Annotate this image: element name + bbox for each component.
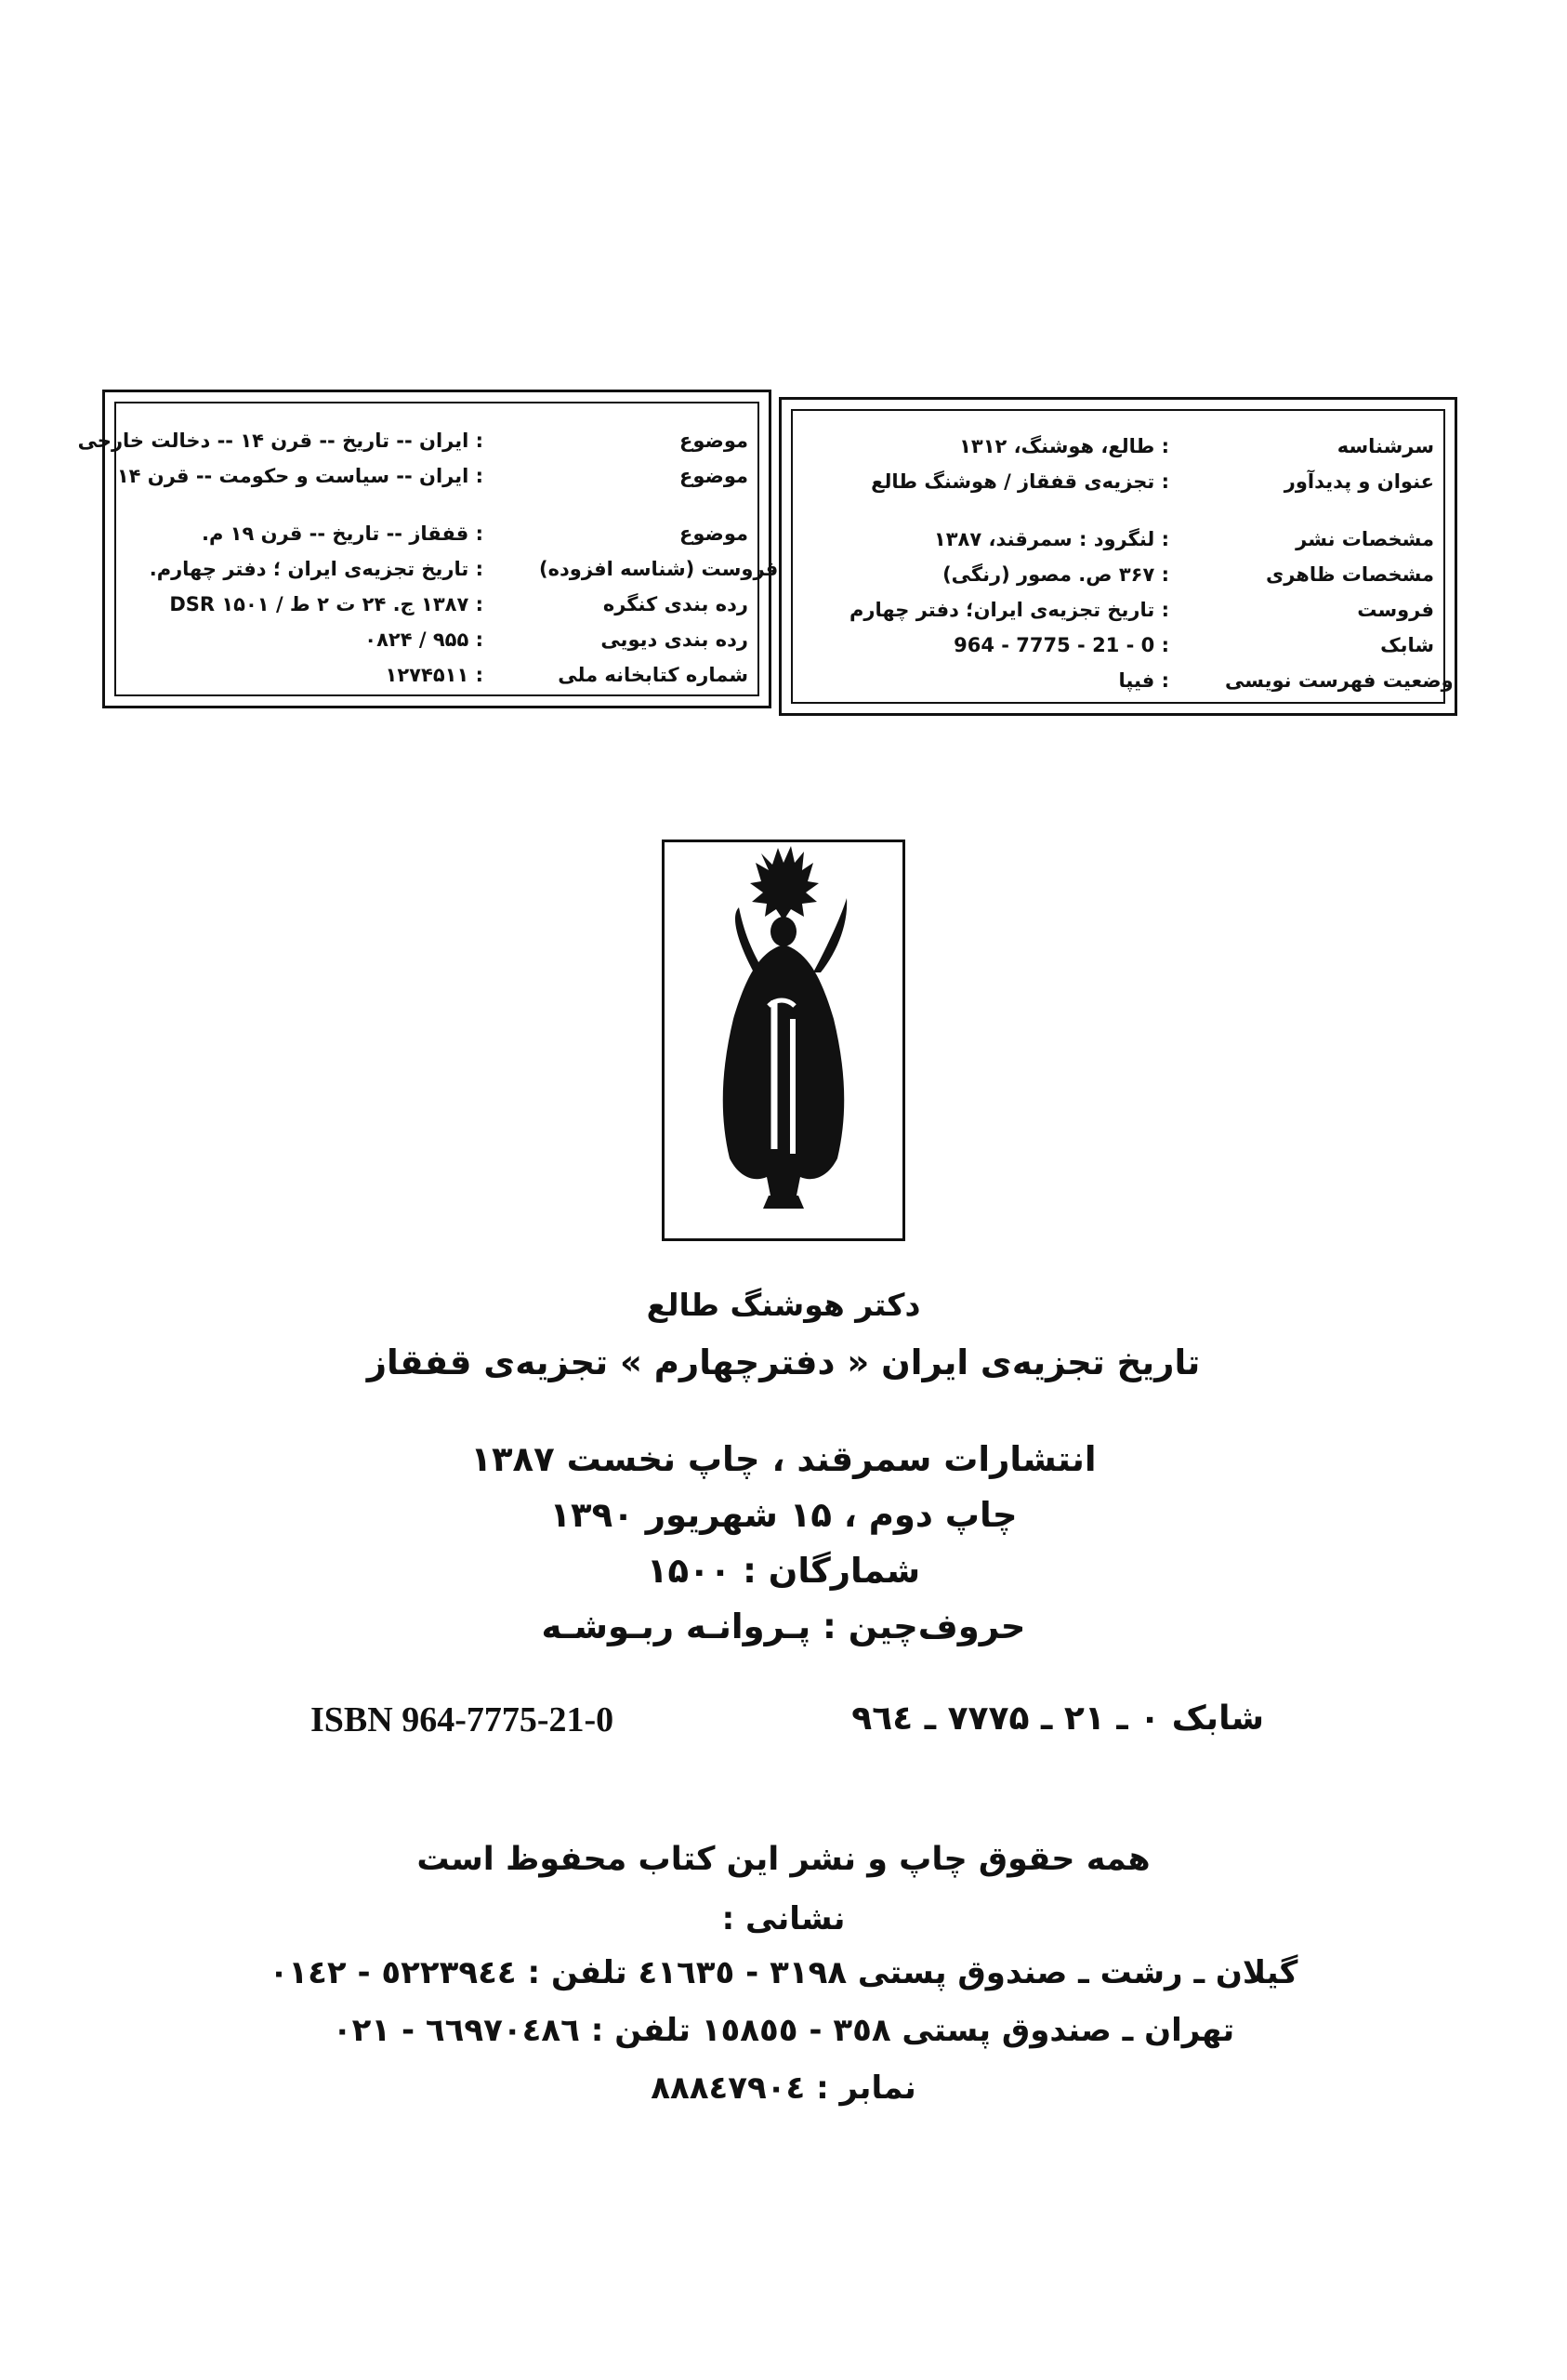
- book-title: تاریخ تجزیه‌ی ایران « دفترچهارم » تجزیه‌ی قفقاز: [366, 1342, 1201, 1382]
- cip-row: [802, 634, 1434, 671]
- cip-row: [802, 669, 1454, 707]
- cip-value: : ۱۲۷۴۵۱۱: [385, 664, 483, 686]
- cip-row: [802, 528, 1434, 565]
- cip-row: [802, 563, 1434, 601]
- address-label: نشانی :: [721, 1900, 846, 1937]
- publisher-line: انتشارات سمرقند ، چاپ نخست ۱۳۸۷: [470, 1439, 1097, 1479]
- cip-label: شماره کتابخانه ملی: [558, 664, 748, 686]
- cip-label: رده بندی کنگره: [602, 593, 748, 615]
- cip-row: [802, 599, 1434, 636]
- isbn-persian: شابک ۰ ـ ۲۱ ـ ۷۷۷۵ ـ ۹٦٤: [851, 1699, 1264, 1738]
- cip-label: شابک: [1380, 634, 1434, 656]
- cip-box-right: [779, 397, 1457, 716]
- publisher-emblem-icon: [665, 842, 902, 1238]
- second-print-line: چاپ دوم ، ۱۵ شهریور ۱۳۹۰: [549, 1495, 1018, 1535]
- cip-value: : طالع، هوشنگ، ۱۳۱۲: [959, 435, 1169, 457]
- cip-row: [77, 430, 748, 467]
- cip-value: : تاریخ تجزیه‌ی ایران ؛ دفتر چهارم.: [149, 558, 483, 580]
- cip-label: موضوع: [679, 522, 748, 545]
- cip-label: مشخصات ظاهری: [1265, 563, 1434, 586]
- cip-label: مشخصات نشر: [1296, 528, 1434, 550]
- cip-value: : لنگرود : سمرقند، ۱۳۸۷: [933, 528, 1169, 550]
- cip-row: [802, 470, 1434, 508]
- author-name: دکتر هوشنگ طالع: [646, 1287, 921, 1323]
- cip-label: وضعیت فهرست نویسی: [1225, 669, 1454, 692]
- cip-value: : قفقاز -- تاریخ -- قرن ۱۹ م.: [201, 522, 483, 545]
- cip-row: [125, 558, 779, 595]
- cip-row: [125, 522, 748, 560]
- cip-label: عنوان و پدیدآور: [1284, 470, 1434, 493]
- copyright-notice: همه حقوق چاپ و نشر این کتاب محفوظ است: [416, 1841, 1151, 1878]
- print-run-line: شمارگان : ۱۵۰۰: [646, 1551, 921, 1591]
- cip-label: موضوع: [679, 465, 748, 487]
- cip-row: [802, 435, 1434, 472]
- typesetter-line: حروف‌چین : پـروانـه ربـوشـه: [541, 1606, 1026, 1646]
- cip-label: سرشناسه: [1337, 435, 1434, 457]
- cip-value: : فیپا: [1118, 669, 1169, 692]
- cip-row: [125, 593, 748, 630]
- cip-row: [125, 664, 748, 701]
- address-gilan: گیلان ـ رشت ـ صندوق پستی ۳۱۹۸ - ٤۱٦۳٥ تلفن : ٥۲۲۳۹٤٤ - ۰۱٤۲: [269, 1954, 1298, 1991]
- publisher-emblem-frame: [662, 840, 905, 1241]
- cip-value: : 0 - 21 - 7775 - 964: [954, 634, 1169, 656]
- cip-label: فروست: [1357, 599, 1434, 621]
- address-tehran: تهران ـ صندوق پستی ۳٥۸ - ۱٥۸٥٥ تلفن : ٦٦۹۷۰٤۸٦ - ۰۲۱: [332, 2012, 1235, 2049]
- cip-row: [116, 465, 748, 502]
- fax-number: نمابر : ۸۸۸٤۷۹۰٤: [651, 2069, 916, 2107]
- cip-value: : تجزیه‌ی قفقاز / هوشنگ طالع: [871, 470, 1169, 493]
- cip-label: فروست (شناسه افزوده): [539, 558, 779, 580]
- cip-label: رده بندی دیویی: [600, 628, 748, 651]
- cip-value: : ایران -- تاریخ -- قرن ۱۴ -- دخالت خارجی: [77, 430, 483, 452]
- cip-value: : ۹۵۵ / ۰۸۲۴: [364, 628, 483, 651]
- cip-label: موضوع: [679, 430, 748, 452]
- cip-value: : ۱۳۸۷ ج. ۲۴ ت ۲ ط / ۱۵۰۱ DSR: [169, 593, 483, 615]
- cip-value: : ۳۶۷ ص. مصور (رنگی): [942, 563, 1169, 586]
- isbn-latin: ISBN 964-7775-21-0: [310, 1700, 614, 1739]
- cip-row: [125, 628, 748, 666]
- cip-value: : ایران -- سیاست و حکومت -- قرن ۱۴: [116, 465, 483, 487]
- cip-box-left: [77, 390, 779, 708]
- cip-value: : تاریخ تجزیه‌ی ایران؛ دفتر چهارم: [849, 599, 1169, 621]
